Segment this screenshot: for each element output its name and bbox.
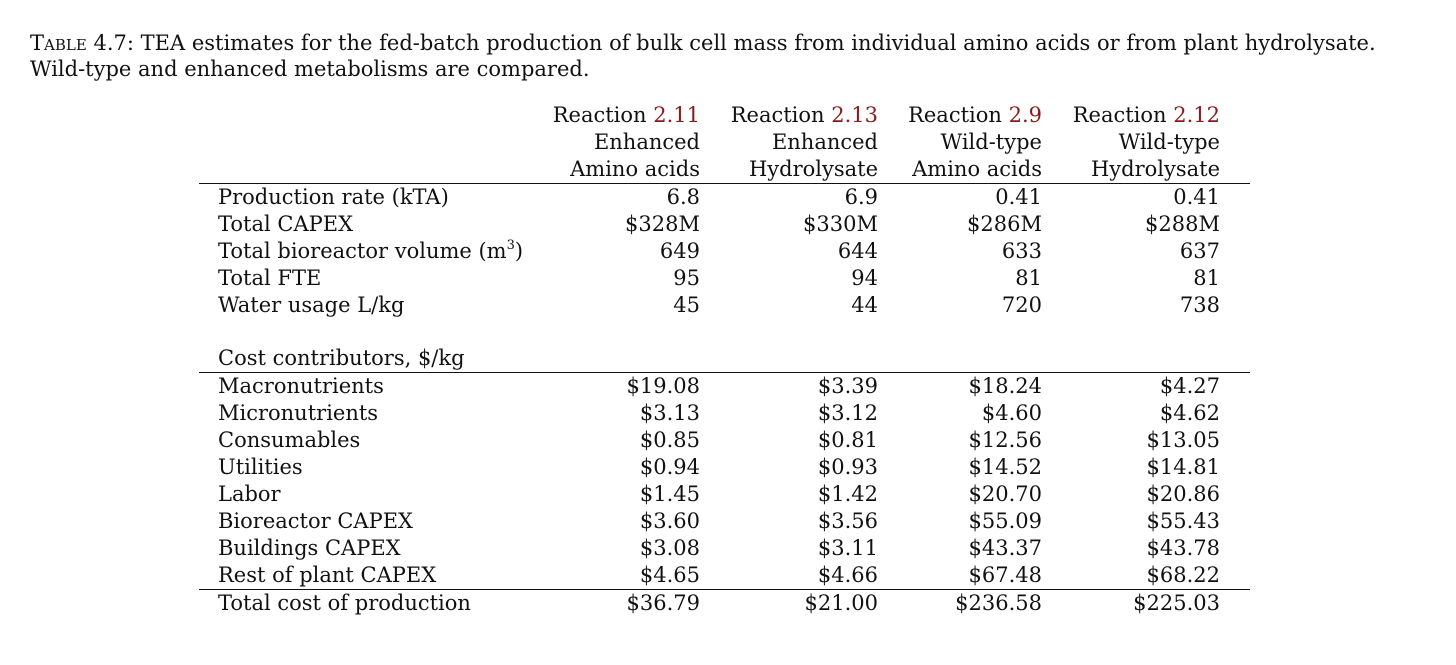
header-feedstock: Amino acids xyxy=(912,157,1042,181)
cell-value: $43.78 xyxy=(1146,536,1220,560)
cell-value: $3.13 xyxy=(639,401,700,425)
table-row xyxy=(199,238,1250,265)
cell-value: $12.56 xyxy=(968,428,1042,452)
cell-value: $14.81 xyxy=(1146,455,1220,479)
header-reaction: Reaction 2.9 xyxy=(908,103,1042,127)
header-feedstock: Hydrolysate xyxy=(748,157,878,181)
table-row xyxy=(199,265,1250,292)
header-metabolism: Enhanced xyxy=(771,130,878,154)
row-label: Production rate (kTA) xyxy=(218,185,449,209)
table-row xyxy=(199,508,1250,535)
cell-value: $3.12 xyxy=(817,401,878,425)
section-title-row xyxy=(199,345,1250,372)
table-caption xyxy=(30,30,1430,82)
reaction-ref-link[interactable]: 2.12 xyxy=(1173,103,1220,127)
total-row xyxy=(199,590,1250,617)
header-reaction: Reaction 2.12 xyxy=(1072,103,1220,127)
superscript: 3 xyxy=(506,238,515,253)
reaction-ref-link[interactable]: 2.11 xyxy=(653,103,700,127)
cell-value: $330M xyxy=(803,212,878,236)
row-label: Macronutrients xyxy=(218,374,384,398)
header-metabolism: Wild-type xyxy=(1118,130,1220,154)
cell-value: 81 xyxy=(1193,266,1220,290)
cell-value: $3.08 xyxy=(639,536,700,560)
table-row xyxy=(199,427,1250,454)
spacer xyxy=(199,319,1250,345)
cell-value: 44 xyxy=(851,293,878,317)
table-row xyxy=(199,184,1250,211)
cell-value: $4.27 xyxy=(1159,374,1220,398)
reaction-ref-link[interactable]: 2.13 xyxy=(831,103,878,127)
header-metabolism: Wild-type xyxy=(940,130,1042,154)
cell-value: $55.09 xyxy=(968,509,1042,533)
cell-value: 6.8 xyxy=(666,185,700,209)
caption-number: 4.7: xyxy=(93,31,134,55)
header-metabolism: Enhanced xyxy=(593,130,700,154)
row-label: Bioreactor CAPEX xyxy=(218,509,413,533)
row-label: Water usage L/kg xyxy=(218,293,405,317)
cell-value: $286M xyxy=(967,212,1042,236)
cell-value: $20.70 xyxy=(968,482,1042,506)
cell-value: $18.24 xyxy=(968,374,1042,398)
table-row xyxy=(199,373,1250,400)
caption-text: TEA estimates for the fed-batch production of bulk cell mass from individual amino acids or from plant hydrolysate. Wild-type and enhanced metabolisms are compared. xyxy=(30,31,1376,81)
cell-value: $14.52 xyxy=(968,455,1042,479)
table-row xyxy=(199,292,1250,319)
table-row xyxy=(199,562,1250,589)
table-row xyxy=(199,481,1250,508)
cell-value: 0.41 xyxy=(995,185,1042,209)
cell-value: $3.39 xyxy=(817,374,878,398)
header-row-reaction xyxy=(199,102,1250,129)
row-label: Rest of plant CAPEX xyxy=(218,563,437,587)
table-row xyxy=(199,535,1250,562)
header-reaction: Reaction 2.11 xyxy=(552,103,700,127)
header-feedstock: Amino acids xyxy=(570,157,700,181)
row-label: Labor xyxy=(218,482,281,506)
cell-value: 738 xyxy=(1179,293,1220,317)
row-label: Total CAPEX xyxy=(218,212,354,236)
cost-section-title: Cost contributors, $/kg xyxy=(218,346,465,370)
row-label: Total FTE xyxy=(218,266,322,290)
header-row-feedstock xyxy=(199,156,1250,183)
cell-value: $0.85 xyxy=(639,428,700,452)
table-row xyxy=(199,211,1250,238)
cell-value: 6.9 xyxy=(844,185,878,209)
cell-value: $3.56 xyxy=(817,509,878,533)
row-label: Buildings CAPEX xyxy=(218,536,401,560)
cell-value: 644 xyxy=(837,239,878,263)
caption-label: Table xyxy=(30,31,87,55)
reaction-ref-link[interactable]: 2.9 xyxy=(1008,103,1042,127)
cell-value: 94 xyxy=(851,266,878,290)
table-row xyxy=(199,400,1250,427)
cell-value: $236.58 xyxy=(955,591,1042,615)
cell-value: $225.03 xyxy=(1133,591,1220,615)
cell-value: $4.62 xyxy=(1159,401,1220,425)
cell-value: $19.08 xyxy=(626,374,700,398)
cell-value: $3.60 xyxy=(639,509,700,533)
row-label: Consumables xyxy=(218,428,361,452)
tea-table xyxy=(199,102,1250,617)
cell-value: 45 xyxy=(673,293,700,317)
cell-value: $1.45 xyxy=(639,482,700,506)
cell-value: $3.11 xyxy=(817,536,878,560)
cell-value: 633 xyxy=(1001,239,1042,263)
cell-value: $0.81 xyxy=(817,428,878,452)
cell-value: $4.66 xyxy=(817,563,878,587)
cell-value: 720 xyxy=(1001,293,1042,317)
header-reaction: Reaction 2.13 xyxy=(730,103,878,127)
cell-value: 637 xyxy=(1179,239,1220,263)
cell-value: $36.79 xyxy=(626,591,700,615)
cell-value: 95 xyxy=(673,266,700,290)
cell-value: $43.37 xyxy=(968,536,1042,560)
cell-value: $288M xyxy=(1145,212,1220,236)
cell-value: $67.48 xyxy=(968,563,1042,587)
row-label: Total cost of production xyxy=(218,591,471,615)
cell-value: $21.00 xyxy=(804,591,878,615)
cell-value: 649 xyxy=(659,239,700,263)
cell-value: 81 xyxy=(1015,266,1042,290)
header-row-metabolism xyxy=(199,129,1250,156)
row-label: Total bioreactor volume $(m^3)$ xyxy=(218,238,524,263)
cell-value: $0.94 xyxy=(639,455,700,479)
cell-value: $0.93 xyxy=(817,455,878,479)
cell-value: $4.60 xyxy=(981,401,1042,425)
cell-value: $1.42 xyxy=(817,482,878,506)
header-feedstock: Hydrolysate xyxy=(1090,157,1220,181)
cell-value: $68.22 xyxy=(1146,563,1220,587)
row-label: Utilities xyxy=(218,455,303,479)
cell-value: $20.86 xyxy=(1146,482,1220,506)
cell-value: 0.41 xyxy=(1173,185,1220,209)
cell-value: $328M xyxy=(625,212,700,236)
cell-value: $4.65 xyxy=(639,563,700,587)
table-row xyxy=(199,454,1250,481)
cell-value: $55.43 xyxy=(1146,509,1220,533)
row-label: Micronutrients xyxy=(218,401,379,425)
cell-value: $13.05 xyxy=(1146,428,1220,452)
